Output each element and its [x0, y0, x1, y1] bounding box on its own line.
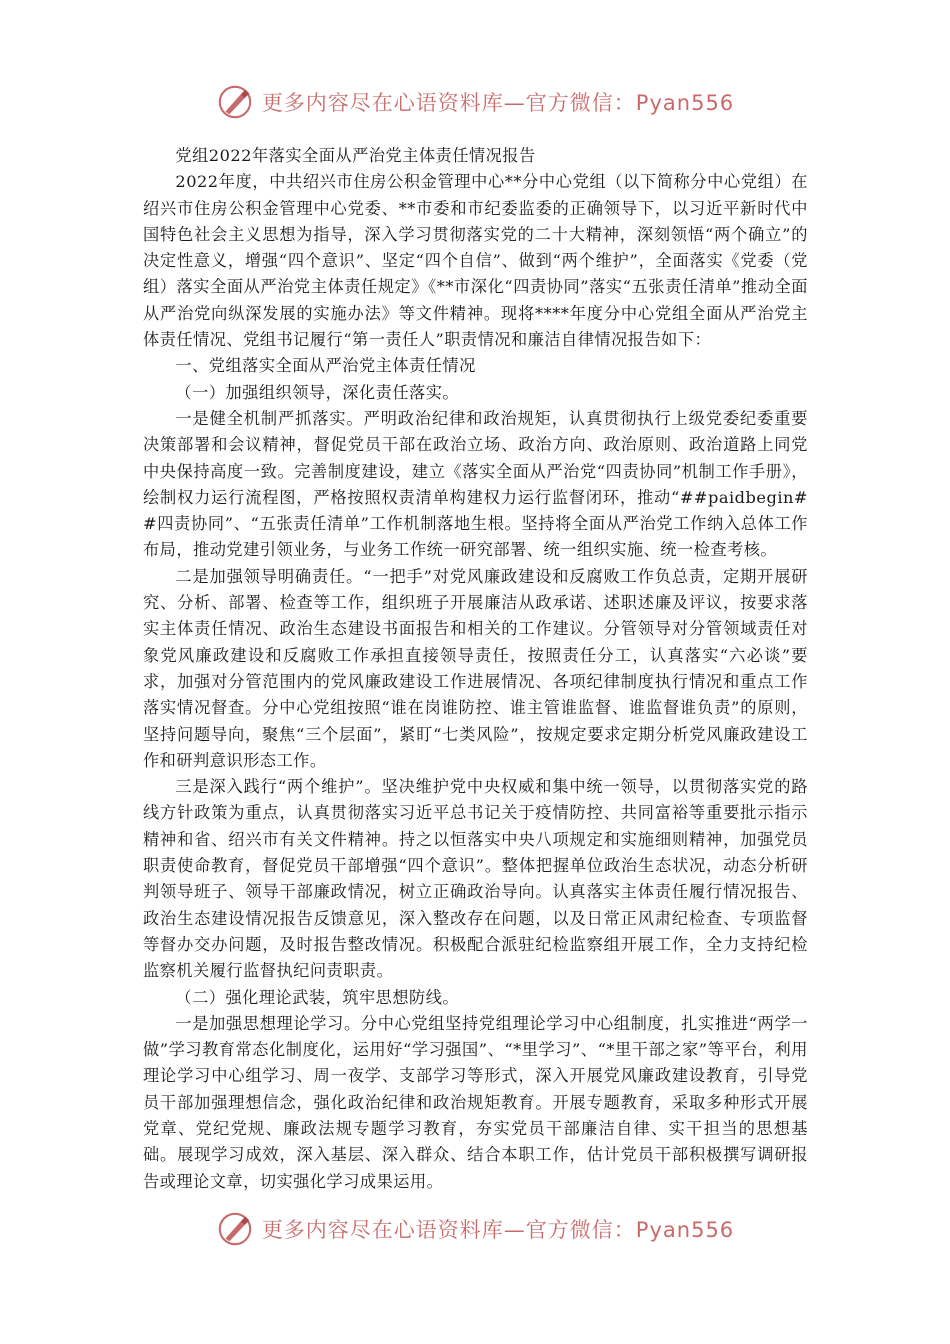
- intro-paragraph: 2022年度，中共绍兴市住房公积金管理中心**分中心党组（以下简称分中心党组）在绍兴市住房公积金管理中心党委、**市委和市纪委监委的正确领导下，以习近平新时代中国特色社会主义思想为指导，深入学习贯彻落实党的二十大精神，深刻领悟“两个确立”的决定性意义，增强“四个意识”、坚定“四个自信”、做到“两个维护”，全面落实《党委（党组）落实全面从严治党主体责任规定》《**市深化“四责协同”落实“五张责任清单”推动全面从严治党向纵深发展的实施办法》等文件精神。现将****年度分中心党组全面从严治党主体责任情况、党组书记履行“第一责任人”职责情况和廉洁自律情况报告如下：: [143, 172, 808, 350]
- watermark-banner-bottom: [0, 1207, 950, 1251]
- paragraph-2: 二是加强领导明确责任。“一把手”对党风廉政建设和反腐败工作负总责，定期开展研究、分析、部署、检查等工作，组织班子开展廉洁从政承诺、述职述廉及评议，按要求落实主体责任情况、政治生态建设书面报告和相关的工作建议。分管领导对分管领域责任对象党风廉政建设和反腐败工作承担直接领导责任，按照责任分工，认真落实“六必谈”要求，加强对分管范围内的党风廉政建设工作进展情况、各项纪律制度执行情况和重点工作落实情况督查。分中心党组按照“谁在岗谁防控、谁主管谁监督、谁监督谁负责”的原则，坚持问题导向，聚焦“三个层面”，紧盯“七类风险”，按规定要求定期分析党风廉政建设工作和研判意识形态工作。: [143, 566, 808, 770]
- watermark-text: 更多内容尽在心语资料库—官方微信：Pyan556: [261, 91, 735, 115]
- pen-nib-circle-icon: [216, 1210, 254, 1248]
- document-title: 党组2022年落实全面从严治党主体责任情况报告: [175, 146, 536, 165]
- watermark-text: 更多内容尽在心语资料库—官方微信：Pyan556: [261, 1218, 735, 1242]
- subsection-heading-2: （二）强化理论武装，筑牢思想防线。: [175, 987, 460, 1007]
- document-body: [143, 143, 808, 1195]
- section-heading-1: 一、党组落实全面从严治党主体责任情况: [175, 356, 476, 376]
- pen-nib-circle-icon: [216, 83, 254, 121]
- paragraph-3: 三是深入践行“两个维护”。坚决维护党中央权威和集中统一领导，以贯彻落实党的路线方针政策为重点，认真贯彻落实习近平总书记关于疫情防控、共同富裕等重要批示指示精神和省、绍兴市有关文件精神。持之以恒落实中央八项规定和实施细则精神，加强党员职责使命教育，督促党员干部增强“四个意识”。整体把握单位政治生态状况，动态分析研判领导班子、领导干部廉政情况，树立正确政治导向。认真落实主体责任履行情况报告、政治生态建设情况报告反馈意见，深入整改存在问题，以及日常正风肃纪检查、专项监督等督办交办问题，及时报告整改情况。积极配合派驻纪检监察组开展工作，全力支持纪检监察机关履行监督执纪问责职责。: [143, 777, 808, 981]
- watermark-banner-top: [0, 80, 950, 124]
- paragraph-1: 一是健全机制严抓落实。严明政治纪律和政治规矩，认真贯彻执行上级党委纪委重要决策部署和会议精神，督促党员干部在政治立场、政治方向、政治原则、政治道路上同党中央保持高度一致。完善制度建设，建立《落实全面从严治党“四责协同”机制工作手册》，绘制权力运行流程图，严格按照权责清单构建权力运行监督闭环，推动“##paidbegin##四责协同”、“五张责任清单”工作机制落地生根。坚持将全面从严治党工作纳入总体工作布局，推动党建引领业务，与业务工作统一研究部署、统一组织实施、统一检查考核。: [143, 408, 808, 560]
- paragraph-4: 一是加强思想理论学习。分中心党组坚持党组理论学习中心组制度，扎实推进“两学一做”学习教育常态化制度化，运用好“学习强国”、“*里学习”、“*里干部之家”等平台，利用理论学习中心组学习、周一夜学、支部学习等形式，深入开展党风廉政建设教育，引导党员干部加强理想信念，强化政治纪律和政治规矩教育。开展专题教育，采取多种形式开展党章、党纪党规、廉政法规专题学习教育，夯实党员干部廉洁自律、实干担当的思想基础。展现学习成效，深入基层、深入群众、结合本职工作，估计党员干部积极撰写调研报告或理论文章，切实强化学习成果运用。: [143, 1013, 808, 1191]
- subsection-heading-1: （一）加强组织领导，深化责任落实。: [175, 382, 460, 402]
